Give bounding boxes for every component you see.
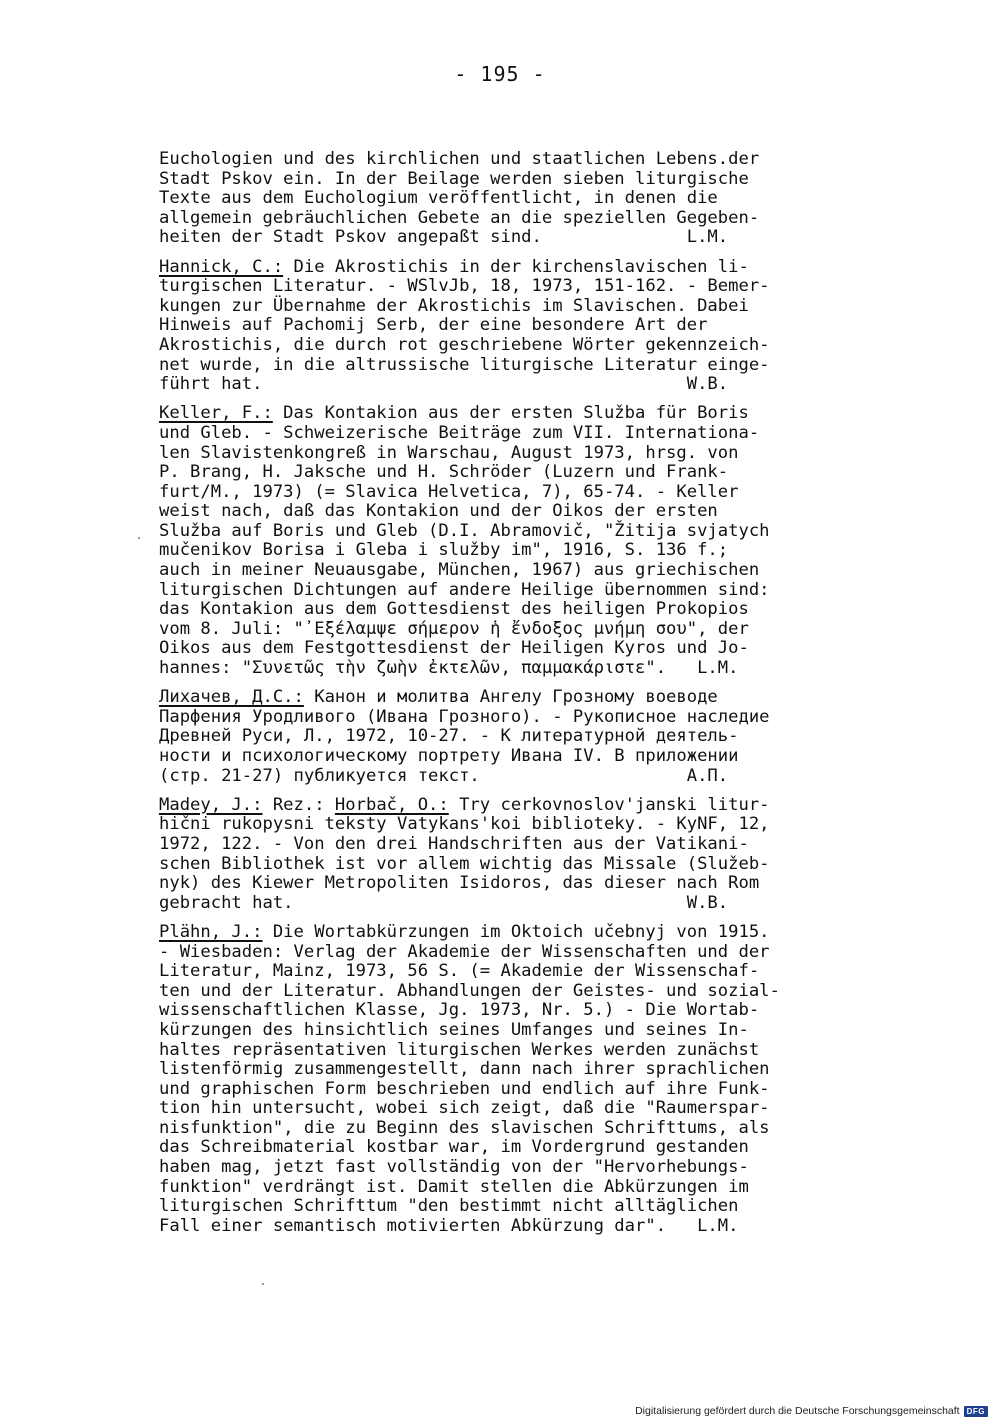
text-line: das Schreibmaterial kostbar war, im Vordergrund gestanden [159, 1137, 749, 1158]
text-line: wissenschaftlichen Klasse, Jg. 1973, Nr. 5.) - Die Wortab- [159, 1000, 760, 1021]
text-line: weist nach, daß das Kontakion und der Oikos der ersten [159, 501, 718, 522]
text-line: haltes repräsentativen liturgischen Werkes werden zunächst [159, 1039, 760, 1060]
author-name: Madey, J.: [159, 794, 263, 815]
scan-speck [262, 1283, 264, 1285]
text-line: vom 8. Juli: "᾿Εξέλαμψε σήμερον ἡ ἔνδοξος μνήμη σου", der [159, 618, 749, 639]
text-line: liturgischen Dichtungen auf andere Heilige übernommen sind: [159, 579, 770, 600]
text-line: allgemein gebräuchlichen Gebete an die speziellen Gegeben- [159, 207, 760, 228]
text-line: mučenikov Borisa i Gleba i služby im", 1916, S. 136 f.; [159, 540, 729, 561]
text-line: Oikos aus dem Festgottesdienst der Heiligen Kyros und Jo- [159, 638, 749, 659]
text-line: Канон и молитва Ангелу Грозному воеводе [303, 687, 718, 708]
text-line: Euchologien und des kirchlichen und staatlichen Lebens.der [159, 149, 760, 169]
entry-first-line [159, 923, 849, 943]
entry-madey [159, 796, 849, 914]
entry-plaehn [159, 923, 849, 1237]
entry-hannick [159, 258, 849, 395]
entry-first-line [159, 258, 849, 278]
text-line: Die Wortabkürzungen im Oktoich učebnyj von 1915. [262, 921, 770, 942]
text-line: net wurde, in die altrussische liturgische Literatur einge- [159, 354, 770, 375]
dfg-logo: DFG [964, 1406, 988, 1417]
entry-continuation [159, 150, 849, 248]
entry-first-line [159, 404, 849, 424]
author-name: Plähn, J.: [159, 921, 263, 942]
text-line: Hinweis auf Pachomij Serb, der eine besondere Art der [159, 315, 708, 336]
text-line: len Slavistenkongreß in Warschau, August 1973, hrsg. von [159, 442, 739, 463]
text-line: tion hin untersucht, wobei sich zeigt, daß die "Raumerspar- [159, 1098, 770, 1119]
bibliography-text [159, 150, 849, 1246]
text-line: nisfunktion", die zu Beginn des slavischen Schrifttums, als [159, 1117, 770, 1138]
text-line: heiten der Stadt Pskov angepaßt sind. L.M. [159, 227, 729, 248]
text-line: gebracht hat. W.B. [159, 892, 729, 913]
entry-first-line [159, 688, 849, 708]
text-line: auch in meiner Neuausgabe, München, 1967) aus griechischen [159, 560, 760, 581]
text-line: ten und der Literatur. Abhandlungen der Geistes- und sozial- [159, 980, 780, 1001]
text-line: 1972, 122. - Von den drei Handschriften aus der Vatikani- [159, 833, 749, 854]
text-line: schen Bibliothek ist vor allem wichtig das Missale (Služeb- [159, 853, 770, 874]
text-line: nyk) des Kiewer Metropoliten Isidoros, das dieser nach Rom [159, 873, 760, 894]
author-name: Keller, F.: [159, 403, 273, 424]
text-line: Древней Руси, Л., 1972, 10-27. - К литературной деятель- [159, 726, 739, 747]
text-line: funktion" verdrängt ist. Damit stellen die Abkürzungen im [159, 1176, 749, 1197]
entry-likhachev [159, 688, 849, 786]
text-line: Die Akrostichis in der kirchenslavischen li- [283, 256, 749, 277]
text-line: das Kontakion aus dem Gottesdienst des heiligen Prokopios [159, 599, 749, 620]
text-line: Fall einer semantisch motivierten Abkürzung dar". L.M. [159, 1215, 739, 1236]
page-number: - 195 - [454, 62, 546, 86]
text-line: und graphischen Form beschrieben und endlich auf ihre Funk- [159, 1078, 770, 1099]
text-line: Literatur, Mainz, 1973, 56 S. (= Akademie der Wissenschaf- [159, 961, 760, 982]
text-line: kungen zur Übernahme der Akrostichis im Slavischen. Dabei [159, 295, 749, 316]
text-line: und Gleb. - Schweizerische Beiträge zum VII. Internationa- [159, 422, 760, 443]
entry-keller [159, 404, 849, 678]
text-line: liturgischen Schrifttum "den bestimmt nicht alltäglichen [159, 1196, 739, 1217]
text-line: hični rukopysni teksty Vatykans'koi biblioteky. - KyNF, 12, [159, 814, 770, 835]
scan-speck [138, 537, 140, 539]
text-line: turgischen Literatur. - WSlvJb, 18, 1973, 151-162. - Bemer- [159, 276, 770, 297]
text-line: Akrostichis, die durch rot geschriebene Wörter gekennzeich- [159, 334, 770, 355]
author-name: Hannick, C.: [159, 256, 284, 277]
text-line: Služba auf Boris und Gleb (D.I. Abramovič, "Žitija svjatych [159, 520, 770, 541]
review-prefix: Rez.: [262, 794, 335, 815]
footer [635, 1405, 988, 1417]
text-line: Парфения Уродливого (Ивана Грозного). - Рукописное наследие [159, 706, 770, 727]
text-line: Stadt Pskov ein. In der Beilage werden sieben liturgische [159, 168, 749, 189]
text-line: P. Brang, H. Jaksche und H. Schröder (Luzern und Frank- [159, 462, 729, 483]
text-line: führt hat. W.B. [159, 374, 729, 395]
funding-note: Digitalisierung gefördert durch die Deutsche Forschungsgemeinschaft [635, 1405, 960, 1417]
text-line: ности и психологическому портрету Ивана IV. В приложении [159, 746, 739, 766]
text-line: (стр. 21-27) публикуется текст. А.П. [159, 765, 729, 786]
text-line: furt/M., 1973) (= Slavica Helvetica, 7), 65-74. - Keller [159, 481, 739, 502]
text-line: Texte aus dem Euchologium veröffentlicht, in denen die [159, 188, 718, 209]
text-line: haben mag, jetzt fast vollständig von der "Hervorhebungs- [159, 1157, 749, 1178]
author-name: Лихачев, Д.С.: [159, 687, 304, 708]
text-line: listenförmig zusammengestellt, dann nach ihrer sprachlichen [159, 1059, 770, 1080]
entry-first-line [159, 796, 849, 816]
text-line: Try cerkovnoslov'janski litur- [448, 794, 770, 815]
text-line: hannes: "Συνετῶς τὴν ζωὴν ἐκτελῶν, παμμακάριστε". L.M. [159, 658, 739, 679]
reviewed-author-name: Horbač, O.: [334, 794, 449, 815]
text-line: kürzungen des hinsichtlich seines Umfanges und seines In- [159, 1019, 749, 1040]
text-line: Das Kontakion aus der ersten Služba für Boris [272, 403, 749, 424]
text-line: - Wiesbaden: Verlag der Akademie der Wissenschaften und der [159, 941, 770, 962]
